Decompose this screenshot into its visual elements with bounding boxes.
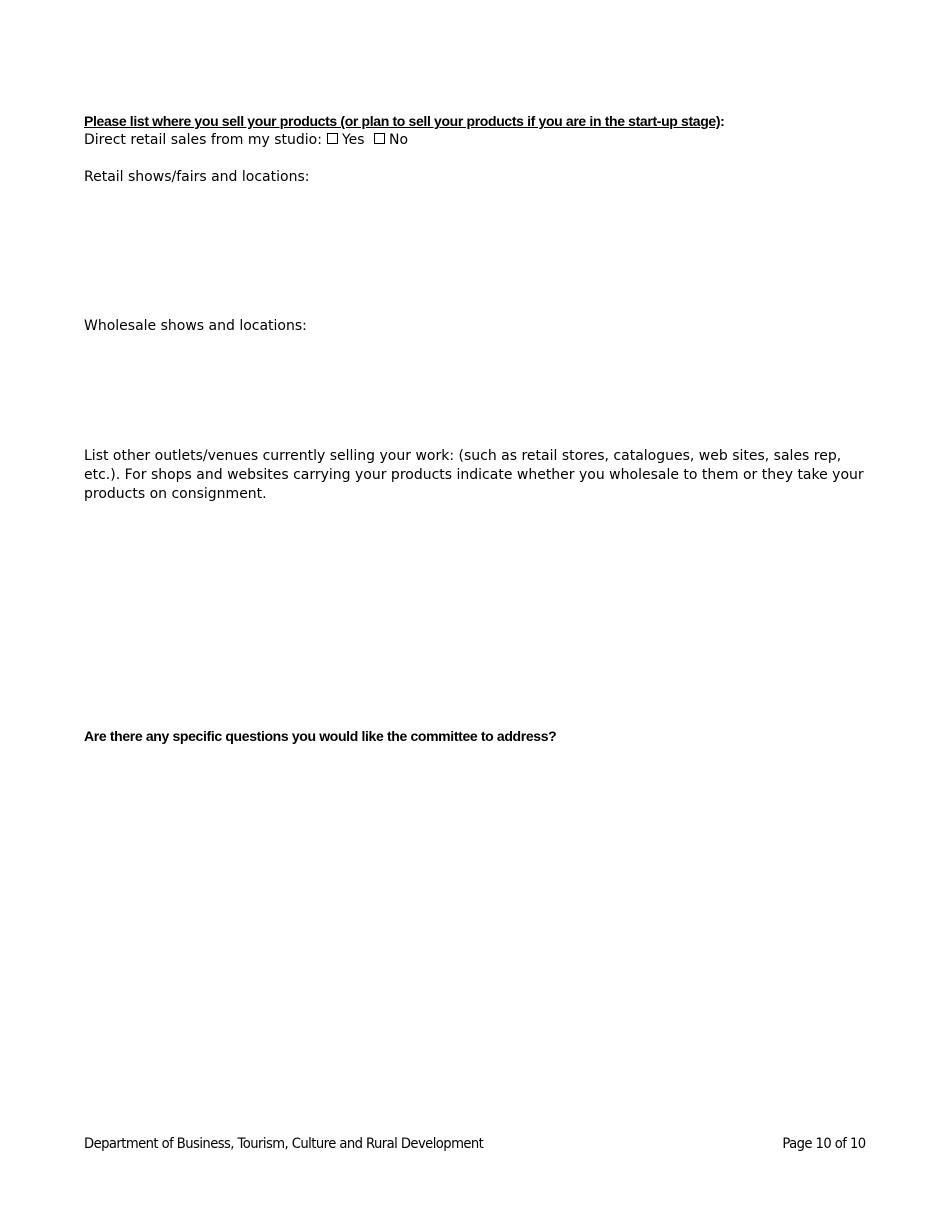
no-label: No	[389, 132, 409, 148]
no-checkbox[interactable]	[374, 133, 385, 144]
direct-retail-row	[84, 131, 864, 150]
yes-checkbox[interactable]	[327, 133, 338, 144]
section-heading-underlined: Please list where you sell your products (or plan to sell your products if you are in the start-up stage)	[84, 113, 721, 129]
footer-page-number: Page 10 of 10	[782, 1136, 866, 1152]
other-outlets-paragraph: List other outlets/venues currently selling your work: (such as retail stores, catalogues, web sites, sales rep, etc.). For shops and websites carrying your products indicate whether you wholesale to them or they take your products on consignment.	[84, 448, 864, 502]
wholesale-shows-label: Wholesale shows and locations:	[84, 318, 307, 334]
section-heading-colon: :	[720, 113, 725, 129]
direct-retail-label: Direct retail sales from my studio:	[84, 132, 322, 148]
retail-shows-label: Retail shows/fairs and locations:	[84, 169, 310, 185]
footer-department: Department of Business, Tourism, Culture and Rural Development	[84, 1136, 484, 1152]
committee-question: Are there any specific questions you would like the committee to address?	[84, 728, 557, 744]
section-heading	[84, 112, 864, 131]
yes-label: Yes	[341, 132, 365, 148]
